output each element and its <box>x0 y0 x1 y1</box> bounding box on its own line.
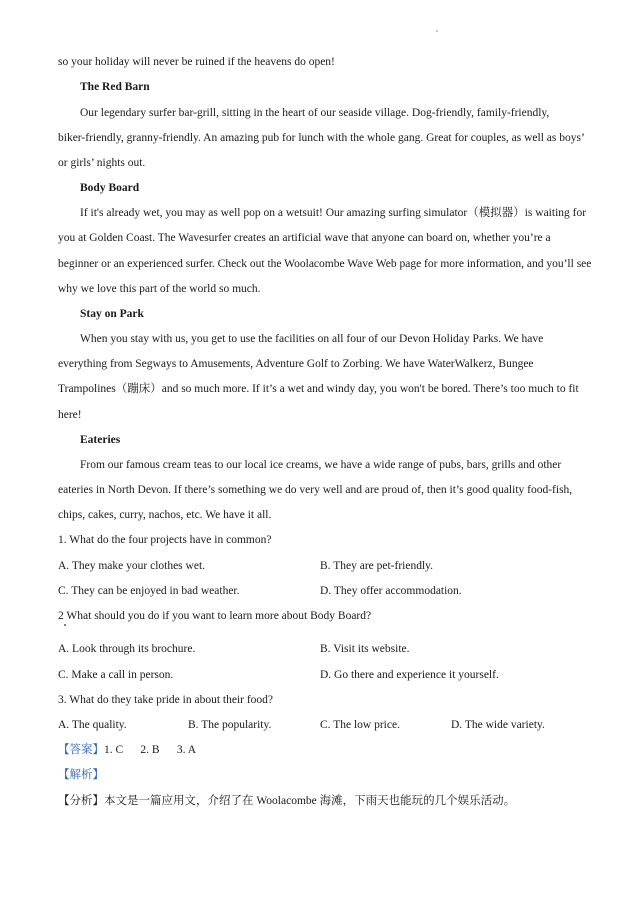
summary-label: 【分析】 <box>58 795 104 807</box>
analysis-label: 【解析】 <box>58 769 104 781</box>
passage-line: Our legendary surfer bar-grill, sitting in the heart of our seaside village. Dog-friendly, family-friendly, <box>80 107 550 119</box>
question-1-option-c: C. They can be enjoyed in bad weather. <box>58 585 240 597</box>
summary-text: 本文是一篇应用文，介绍了在 Woolacombe 海滩，下雨天也能玩的几个娱乐活动。 <box>104 795 516 807</box>
passage-line: Trampolines（蹦床）and so much more. If it’s a wet and windy day, you won't be bored. There’s too much to fit <box>58 383 579 395</box>
passage-line: or girls’ nights out. <box>58 157 146 169</box>
question-3-option-a: A. The quality. <box>58 719 127 731</box>
passage-line: From our famous cream teas to our local ice creams, we have a wide range of pubs, bars, grills and other <box>80 459 562 471</box>
answer-text: 1. C 2. B 3. A <box>104 744 197 756</box>
section-heading-eateries: Eateries <box>80 434 121 446</box>
question-1-option-b: B. They are pet-friendly. <box>320 560 434 572</box>
section-heading-red-barn: The Red Barn <box>80 81 150 93</box>
answer-row <box>58 743 196 757</box>
question-3-option-c: C. The low price. <box>320 719 400 731</box>
question-2-option-b: B. Visit its website. <box>320 643 410 655</box>
passage-line: beginner or an experienced surfer. Check out the Woolacombe Wave Web page for more information, and you’ll see <box>58 258 592 270</box>
passage-line: eateries in North Devon. If there’s something we do very well and are proud of, then it’s good quality food-fish, <box>58 484 573 496</box>
stray-mark <box>436 30 438 32</box>
passage-line: here! <box>58 409 82 421</box>
question-2-stem: 2 What should you do if you want to learn more about Body Board? <box>58 610 372 622</box>
question-3-option-d: D. The wide variety. <box>451 719 545 731</box>
passage-line: you at Golden Coast. The Wavesurfer creates an artificial wave that anyone can board on, whether you’re a <box>58 232 551 244</box>
analysis-row <box>58 768 104 782</box>
summary-row <box>58 794 515 808</box>
question-1-stem: 1. What do the four projects have in common? <box>58 534 272 546</box>
stray-mark <box>64 624 66 626</box>
passage-line: so your holiday will never be ruined if the heavens do open! <box>58 56 335 68</box>
passage-line: If it's already wet, you may as well pop on a wetsuit! Our amazing surfing simulator（模拟器）is waiting for <box>80 207 587 219</box>
section-heading-stay-on-park: Stay on Park <box>80 308 144 320</box>
passage-line: why we love this part of the world so much. <box>58 283 261 295</box>
passage-line: biker-friendly, granny-friendly. An amazing pub for lunch with the whole gang. Great for couples, as well as boys’ <box>58 132 585 144</box>
passage-line: When you stay with us, you get to use the facilities on all four of our Devon Holiday Parks. We have <box>80 333 544 345</box>
passage-line: chips, cakes, curry, nachos, etc. We have it all. <box>58 509 272 521</box>
question-3-stem: 3. What do they take pride in about their food? <box>58 694 274 706</box>
passage-line: everything from Segways to Amusements, Adventure Golf to Zorbing. We have WaterWalkerz, Bungee <box>58 358 534 370</box>
answer-label: 【答案】 <box>58 744 104 756</box>
question-1-option-a: A. They make your clothes wet. <box>58 560 206 572</box>
question-3-option-b: B. The popularity. <box>188 719 272 731</box>
question-2-option-c: C. Make a call in person. <box>58 669 174 681</box>
question-1-option-d: D. They offer accommodation. <box>320 585 462 597</box>
question-2-option-a: A. Look through its brochure. <box>58 643 196 655</box>
section-heading-body-board: Body Board <box>80 182 140 194</box>
question-2-option-d: D. Go there and experience it yourself. <box>320 669 499 681</box>
